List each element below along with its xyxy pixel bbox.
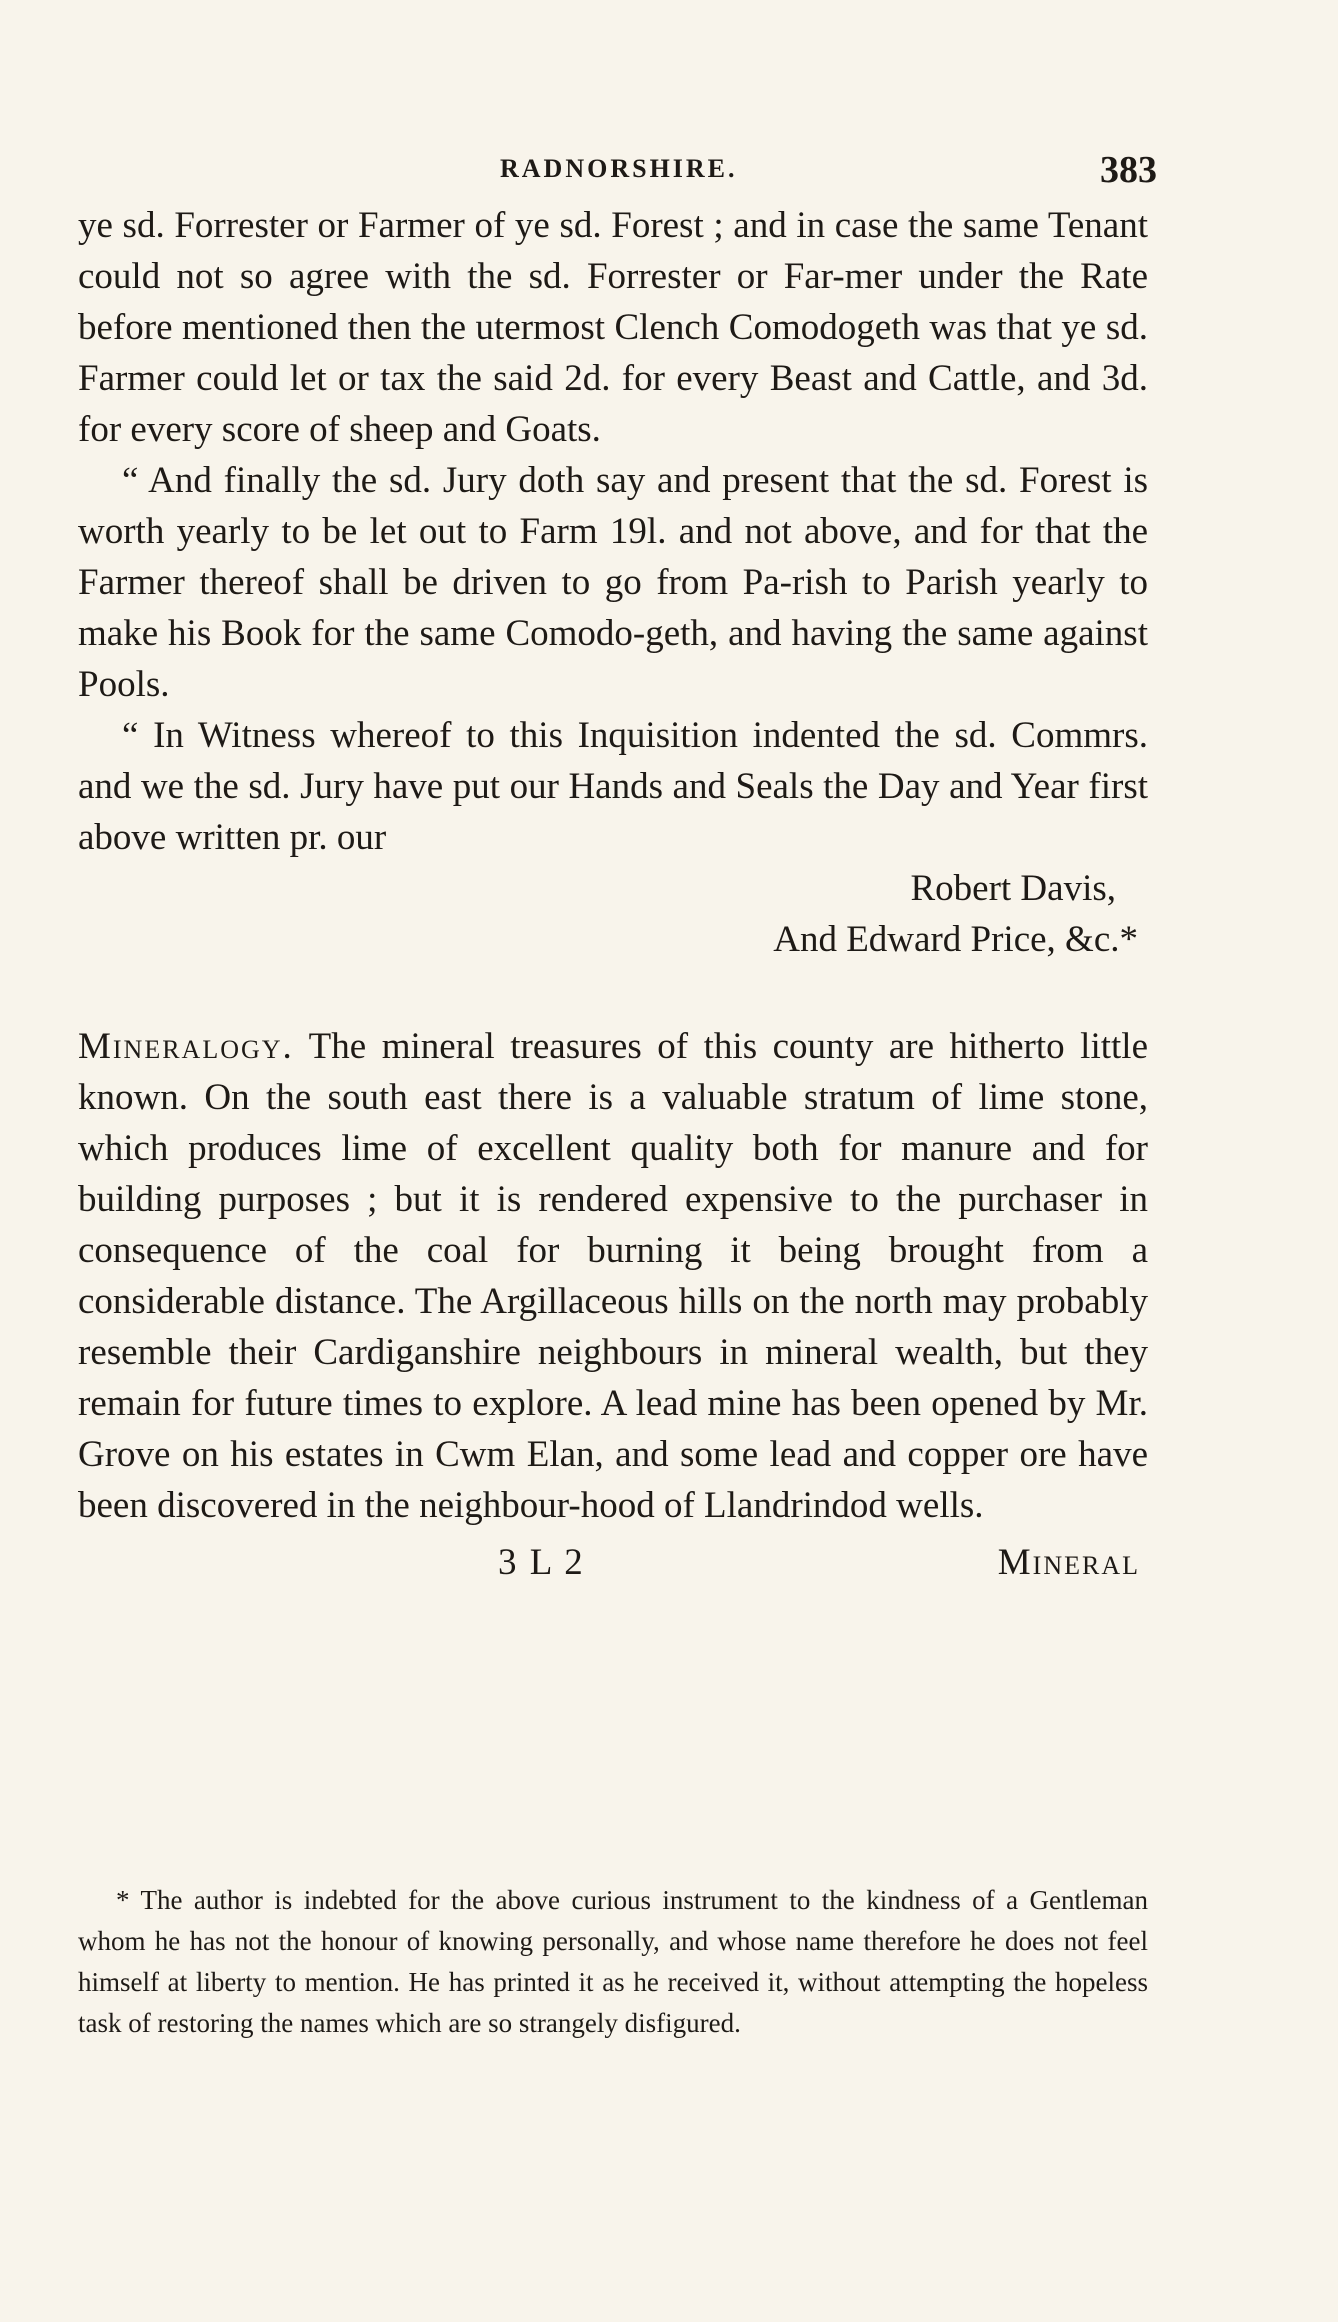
paragraph-mineralogy — [78, 1021, 1148, 1531]
footnote-text: * The author is indebted for the above curious instrument to the kindness of a Gentleman whom he has not the honour of knowing personally, and whose name therefore he does not feel himself at liberty to mention. He has printed it as he received it, without attempting the hopeless task of restoring the names which are so strangely disfigured. — [78, 1885, 1148, 2038]
printer-signature-mark: 3 L 2 — [498, 1542, 585, 1583]
page-number: 383 — [1100, 149, 1157, 191]
mineralogy-text: The mineral treasures of this county are hitherto little known. On the south east there is a valuable stratum of lime stone, which produces lime of excellent quality both for manure and for building purposes ; but it is rendered expensive to the purchaser in consequence of the coal for burning it being brought from a considerable distance. The Argillaceous hills on the north may probably resemble their Cardiganshire neighbours in mineral wealth, but they remain for future times to explore. A lead mine has been opened by Mr. Grove on his estates in Cwm Elan, and some lead and copper ore have been discovered in the neighbour-hood of Llandrindod wells. — [78, 1026, 1148, 1526]
paragraph-jury-presentment: “ And finally the sd. Jury doth say and present that the sd. Forest is worth yearly to be let out to Farm 19l. and not above, and for that the Farmer thereof shall be driven to go from Pa-rish to Parish yearly to make his Book for the same Comodo-geth, and having the same against Pools. — [78, 460, 1148, 705]
signature-robert-davis: Robert Davis, — [910, 868, 1116, 909]
signature-line — [78, 1537, 1148, 1588]
running-title: RADNORSHIRE. — [500, 154, 738, 183]
paragraph-forest-rates: ye sd. Forrester or Farmer of ye sd. Forest ; and in case the same Tenant could not so agree with the sd. Forrester or Far-mer under the Rate before mentioned then the utermost Clench Comodogeth was that ye sd. Farmer could let or tax the said 2d. for every Beast and Cattle, and 3d. for every score of sheep and Goats. — [78, 205, 1148, 450]
body-text — [78, 200, 1148, 1588]
footnote — [78, 1880, 1148, 2044]
paragraph-witness: “ In Witness whereof to this Inquisition indented the sd. Commrs. and we the sd. Jury have put our Hands and Seals the Day and Year first above written pr. our — [78, 715, 1148, 858]
running-head — [0, 150, 1338, 190]
mineralogy-heading: Mineralogy. — [78, 1026, 294, 1067]
catchword: Mineral — [997, 1542, 1140, 1583]
section-gap — [78, 965, 1148, 1021]
signature-edward-price: And Edward Price, &c.* — [773, 919, 1138, 960]
